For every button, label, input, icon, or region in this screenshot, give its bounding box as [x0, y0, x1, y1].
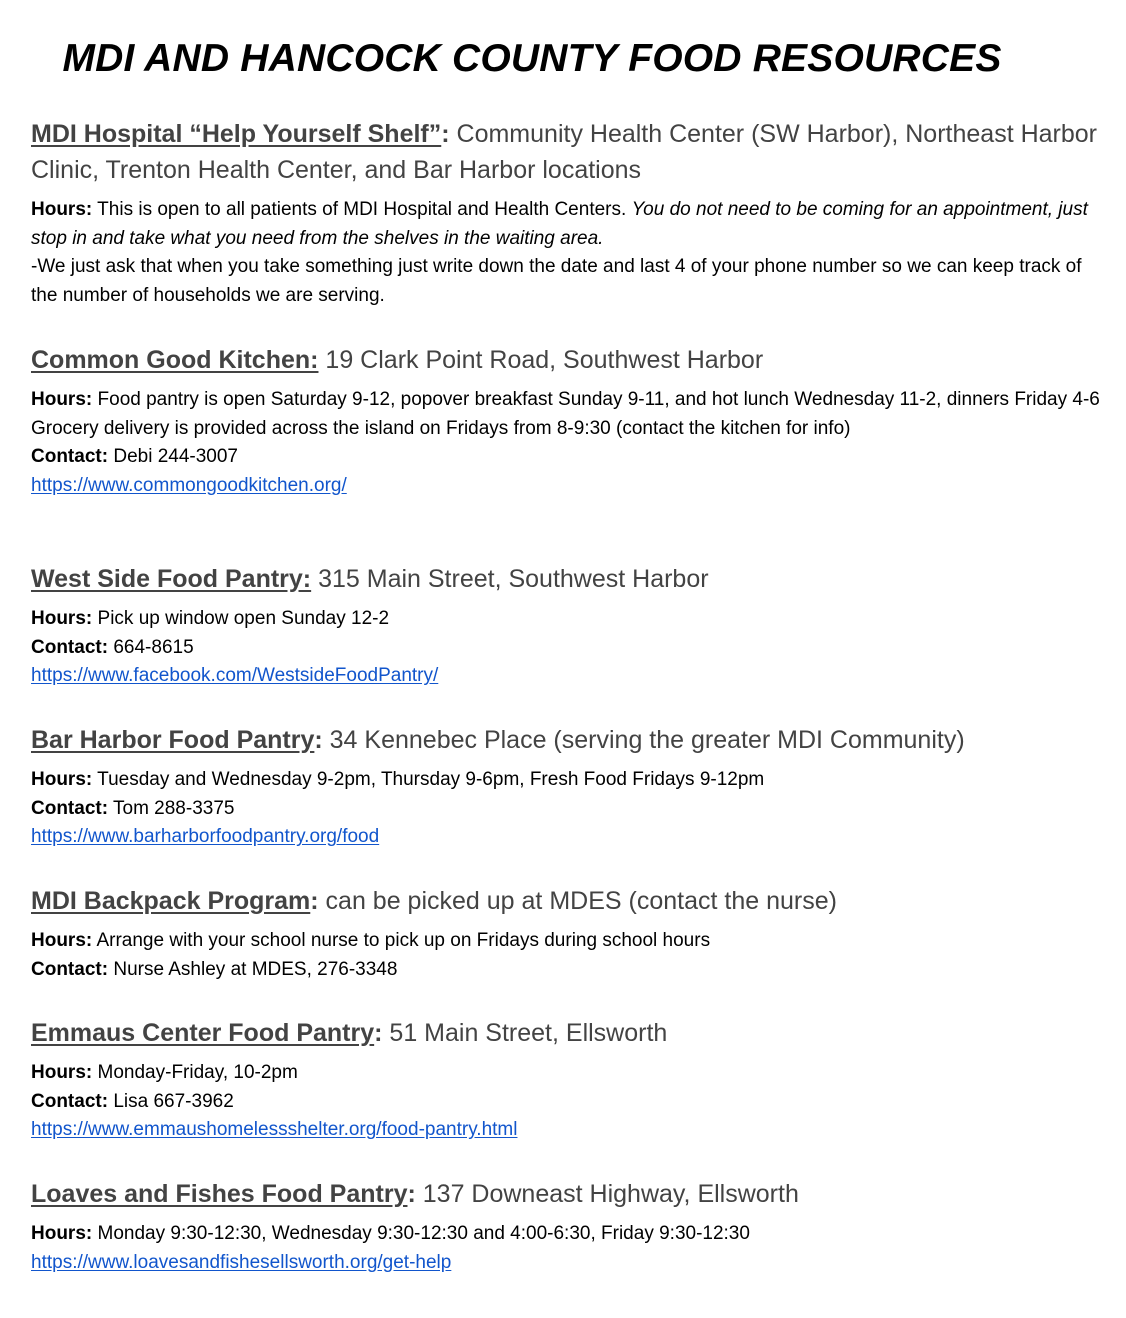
contact-line — [31, 1088, 1101, 1117]
contact-text: Tom 288-3375 — [113, 797, 235, 819]
resource-name: Emmaus Center Food Pantry — [31, 1019, 375, 1047]
hours-label: Hours: — [31, 199, 93, 220]
contact-line — [31, 956, 1101, 985]
resource-colon: : — [310, 887, 319, 915]
resource-loaves-and-fishes-food-pantry — [31, 1176, 1101, 1277]
hours-text: Arrange with your school nurse to pick up on Fridays during school hours — [96, 930, 711, 951]
website-link[interactable]: https://www.barharborfoodpantry.org/food — [31, 826, 380, 848]
contact-label: Contact: — [31, 446, 109, 468]
resource-heading — [31, 561, 1101, 597]
contact-label: Contact: — [31, 636, 109, 658]
hours-line — [31, 605, 1101, 634]
resource-emmaus-center-food-pantry — [31, 1015, 1101, 1145]
contact-label: Contact: — [31, 958, 109, 980]
hours-label: Hours: — [31, 930, 93, 951]
resource-name: MDI Backpack Program — [31, 887, 311, 915]
resource-name: MDI Hospital “Help Yourself Shelf” — [31, 120, 442, 148]
hours-text: Tuesday and Wednesday 9-2pm, Thursday 9-6pm, Fresh Food Fridays 9-12pm — [97, 769, 765, 790]
website-link[interactable]: https://www.facebook.com/WestsideFoodPantry/ — [31, 665, 439, 687]
hours-line — [31, 196, 1101, 253]
resource-name: Loaves and Fishes Food Pantry — [31, 1180, 408, 1208]
page-title: MDI AND HANCOCK COUNTY FOOD RESOURCES — [62, 37, 1002, 80]
resource-details — [31, 1059, 1101, 1145]
resource-heading — [31, 883, 1101, 919]
resource-common-good-kitchen — [31, 342, 1101, 500]
contact-label: Contact: — [31, 1090, 109, 1112]
note-line: Grocery delivery is provided across the island on Fridays from 8-9:30 (contact the kitchen for info) — [31, 417, 851, 439]
hours-line — [31, 766, 1101, 795]
contact-text: 664-8615 — [113, 636, 194, 658]
note-line: -We just ask that when you take something just write down the date and last 4 of your phone number so we can keep track of the number of households we are serving. — [31, 256, 1082, 306]
resource-location: 315 Main Street, Southwest Harbor — [311, 565, 709, 593]
resource-mdi-hospital — [31, 116, 1101, 310]
contact-text: Nurse Ashley at MDES, 276-3348 — [113, 958, 398, 980]
resource-details — [31, 766, 1101, 852]
resource-bar-harbor-food-pantry — [31, 722, 1101, 852]
resource-location: 137 Downeast Highway, Ellsworth — [415, 1180, 799, 1208]
hours-label: Hours: — [31, 769, 93, 790]
resource-colon: : — [441, 120, 450, 148]
resource-heading — [31, 116, 1101, 188]
hours-text: Food pantry is open Saturday 9-12, popover breakfast Sunday 9-11, and hot lunch Wednesday 11-2, dinners Friday 4-6 — [97, 389, 1100, 410]
website-link[interactable]: https://www.commongoodkitchen.org/ — [31, 474, 347, 496]
resource-details — [31, 386, 1101, 500]
hours-label: Hours: — [31, 389, 93, 410]
resource-name: Common Good Kitchen: — [31, 346, 319, 374]
hours-text: Monday-Friday, 10-2pm — [97, 1062, 298, 1083]
resource-details — [31, 927, 1101, 984]
contact-label: Contact: — [31, 797, 109, 819]
hours-label: Hours: — [31, 608, 93, 629]
resource-colon: : — [314, 726, 323, 754]
hours-line — [31, 386, 1101, 415]
resource-heading — [31, 1015, 1101, 1051]
resource-details — [31, 605, 1101, 691]
resource-location: 34 Kennebec Place (serving the greater MDI Community) — [322, 726, 965, 754]
contact-line — [31, 443, 1101, 472]
hours-line — [31, 1220, 1101, 1249]
hours-text: Monday 9:30-12:30, Wednesday 9:30-12:30 and 4:00-6:30, Friday 9:30-12:30 — [97, 1223, 750, 1244]
resource-colon: : — [407, 1180, 416, 1208]
resource-details — [31, 1220, 1101, 1277]
resource-heading — [31, 722, 1101, 758]
resource-details — [31, 196, 1101, 310]
hours-italic-text: You do not need to be coming for an appointment, just stop in and take what you need from the shelves in the waiting area. — [31, 199, 1088, 249]
resource-heading — [31, 1176, 1101, 1212]
hours-line — [31, 1059, 1101, 1088]
resource-location: 51 Main Street, Ellsworth — [382, 1019, 668, 1047]
resource-location: 19 Clark Point Road, Southwest Harbor — [318, 346, 764, 374]
resource-west-side-food-pantry — [31, 561, 1101, 691]
resource-mdi-backpack-program — [31, 883, 1101, 984]
website-link[interactable]: https://www.loavesandfishesellsworth.org/get-help — [31, 1251, 452, 1273]
resource-name: Bar Harbor Food Pantry — [31, 726, 315, 754]
resource-colon: : — [374, 1019, 383, 1047]
website-link[interactable]: https://www.emmaushomelessshelter.org/food-pantry.html — [31, 1119, 518, 1141]
contact-text: Debi 244-3007 — [113, 446, 238, 468]
hours-text: Pick up window open Sunday 12-2 — [97, 608, 390, 629]
contact-line — [31, 634, 1101, 663]
resource-name: West Side Food Pantry: — [31, 565, 312, 593]
resource-location: Community Health Center (SW Harbor), Northeast Harbor Clinic, Trenton Health Center, and Bar Harbor locations — [31, 120, 1098, 184]
resource-location: can be picked up at MDES (contact the nurse) — [318, 887, 837, 915]
resource-heading — [31, 342, 1101, 378]
hours-line — [31, 927, 1101, 956]
hours-label: Hours: — [31, 1062, 93, 1083]
contact-line — [31, 795, 1101, 824]
hours-text: This is open to all patients of MDI Hospital and Health Centers. — [97, 199, 627, 220]
hours-label: Hours: — [31, 1223, 93, 1244]
contact-text: Lisa 667-3962 — [113, 1090, 234, 1112]
